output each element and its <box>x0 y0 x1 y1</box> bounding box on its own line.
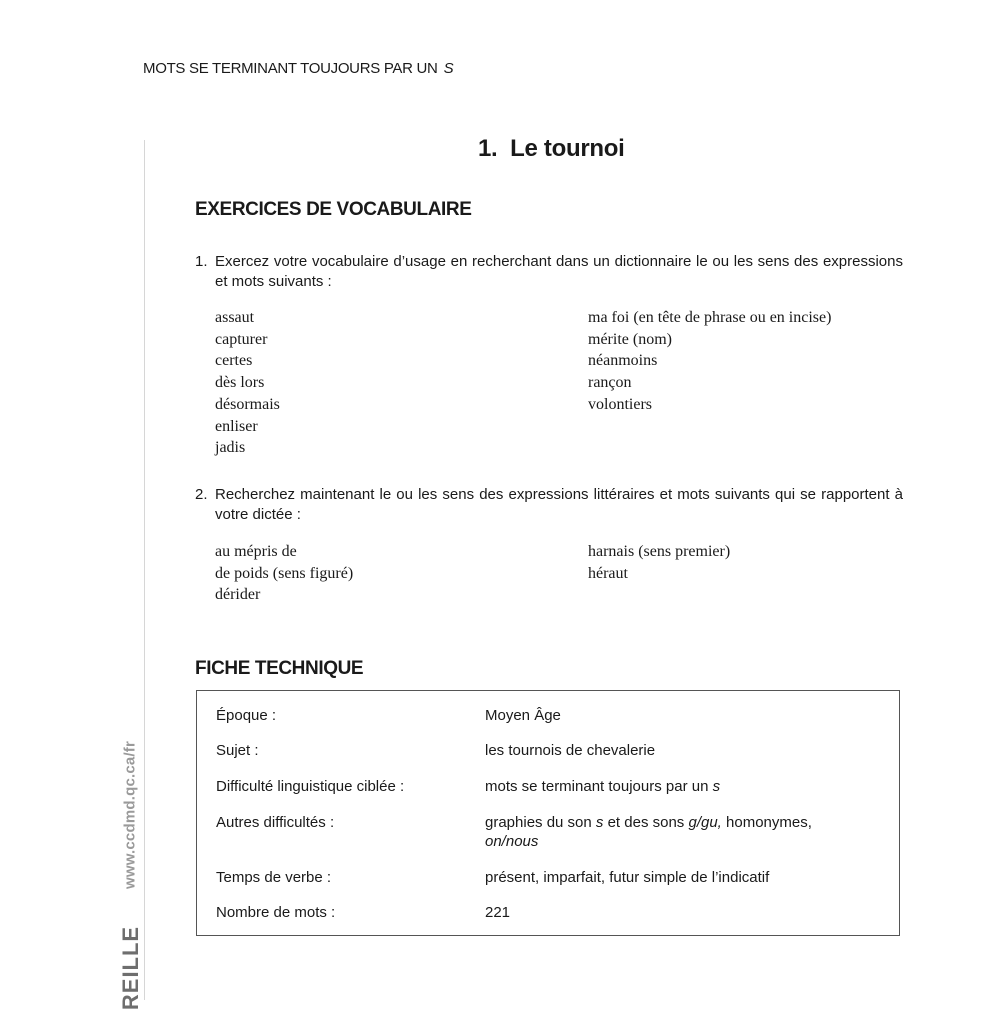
fiche-technique-box <box>196 690 900 936</box>
list-item: harnais (sens premier) <box>588 543 731 560</box>
exercise-2-instruction <box>195 485 903 525</box>
sidebar-url: www.ccdmd.qc.ca/fr <box>121 740 139 890</box>
fiche-value-letter: s <box>595 814 604 831</box>
fiche-value-text: graphies du son <box>485 814 592 831</box>
fiche-value: présent, imparfait, futur simple de l’indicatif <box>485 869 770 886</box>
fiche-heading: FICHE TECHNIQUE <box>195 658 364 679</box>
exercise-1-right-list <box>588 307 831 416</box>
list-item: néanmoins <box>588 352 658 370</box>
fiche-label: Temps de verbe : <box>216 869 332 886</box>
margin-rule <box>144 140 145 1000</box>
list-item: au mépris de <box>215 543 297 560</box>
exercise-1-instruction <box>195 252 903 292</box>
list-item: dérider <box>215 586 261 604</box>
list-item: rançon <box>588 374 632 392</box>
fiche-value-letter: s <box>712 778 721 795</box>
fiche-value <box>485 777 865 796</box>
fiche-value: 221 <box>485 904 511 921</box>
running-header <box>143 60 453 77</box>
exercise-2-text: Recherchez maintenant le ou les sens des expressions littéraires et mots suivants qui se rapportent à votre dictée : <box>215 486 903 523</box>
list-item: ma foi (en tête de phrase ou en incise) <box>588 309 832 326</box>
running-header-letter: S <box>443 60 454 77</box>
exercise-1-number: 1. <box>195 253 208 270</box>
list-item: enliser <box>215 417 258 435</box>
exercise-1-left-list <box>215 307 280 459</box>
fiche-value-italic: on/nous <box>485 833 539 850</box>
list-item: dès lors <box>215 374 265 392</box>
list-item: jadis <box>215 439 246 457</box>
exercise-2-number: 2. <box>195 486 208 503</box>
fiche-value: les tournois de chevalerie <box>485 742 656 759</box>
fiche-value-text: mots se terminant toujours par un <box>485 778 709 795</box>
sidebar-name-fragment: REILLE <box>118 925 143 1010</box>
fiche-value-text: homonymes, <box>726 814 812 831</box>
fiche-value-italic: g/gu, <box>688 814 722 831</box>
exercise-2-right-list <box>588 541 730 584</box>
fiche-value <box>485 813 865 851</box>
fiche-value-text: et des sons <box>607 814 685 831</box>
list-item: capturer <box>215 330 268 348</box>
fiche-value: Moyen Âge <box>485 707 561 724</box>
exercise-1-text: Exercez votre vocabulaire d’usage en recherchant dans un dictionnaire le ou les sens des expressions et mots suivants : <box>215 253 903 290</box>
list-item: volontiers <box>588 395 652 413</box>
fiche-label: Nombre de mots : <box>216 904 336 921</box>
list-item: de poids (sens figuré) <box>215 564 354 582</box>
page-title: 1. Le tournoi <box>478 135 625 162</box>
fiche-label: Sujet : <box>216 742 259 759</box>
list-item: mérite (nom) <box>588 330 672 348</box>
list-item: assaut <box>215 309 255 326</box>
list-item: certes <box>215 352 253 370</box>
running-header-text: MOTS SE TERMINANT TOUJOURS PAR UN <box>143 60 438 77</box>
fiche-label: Autres difficultés : <box>216 814 335 831</box>
fiche-label: Difficulté linguistique ciblée : <box>216 778 405 795</box>
list-item: désormais <box>215 395 280 413</box>
vocab-heading: EXERCICES DE VOCABULAIRE <box>195 199 472 220</box>
fiche-label: Époque : <box>216 707 277 724</box>
list-item: héraut <box>588 564 628 582</box>
exercise-2-left-list <box>215 541 353 606</box>
